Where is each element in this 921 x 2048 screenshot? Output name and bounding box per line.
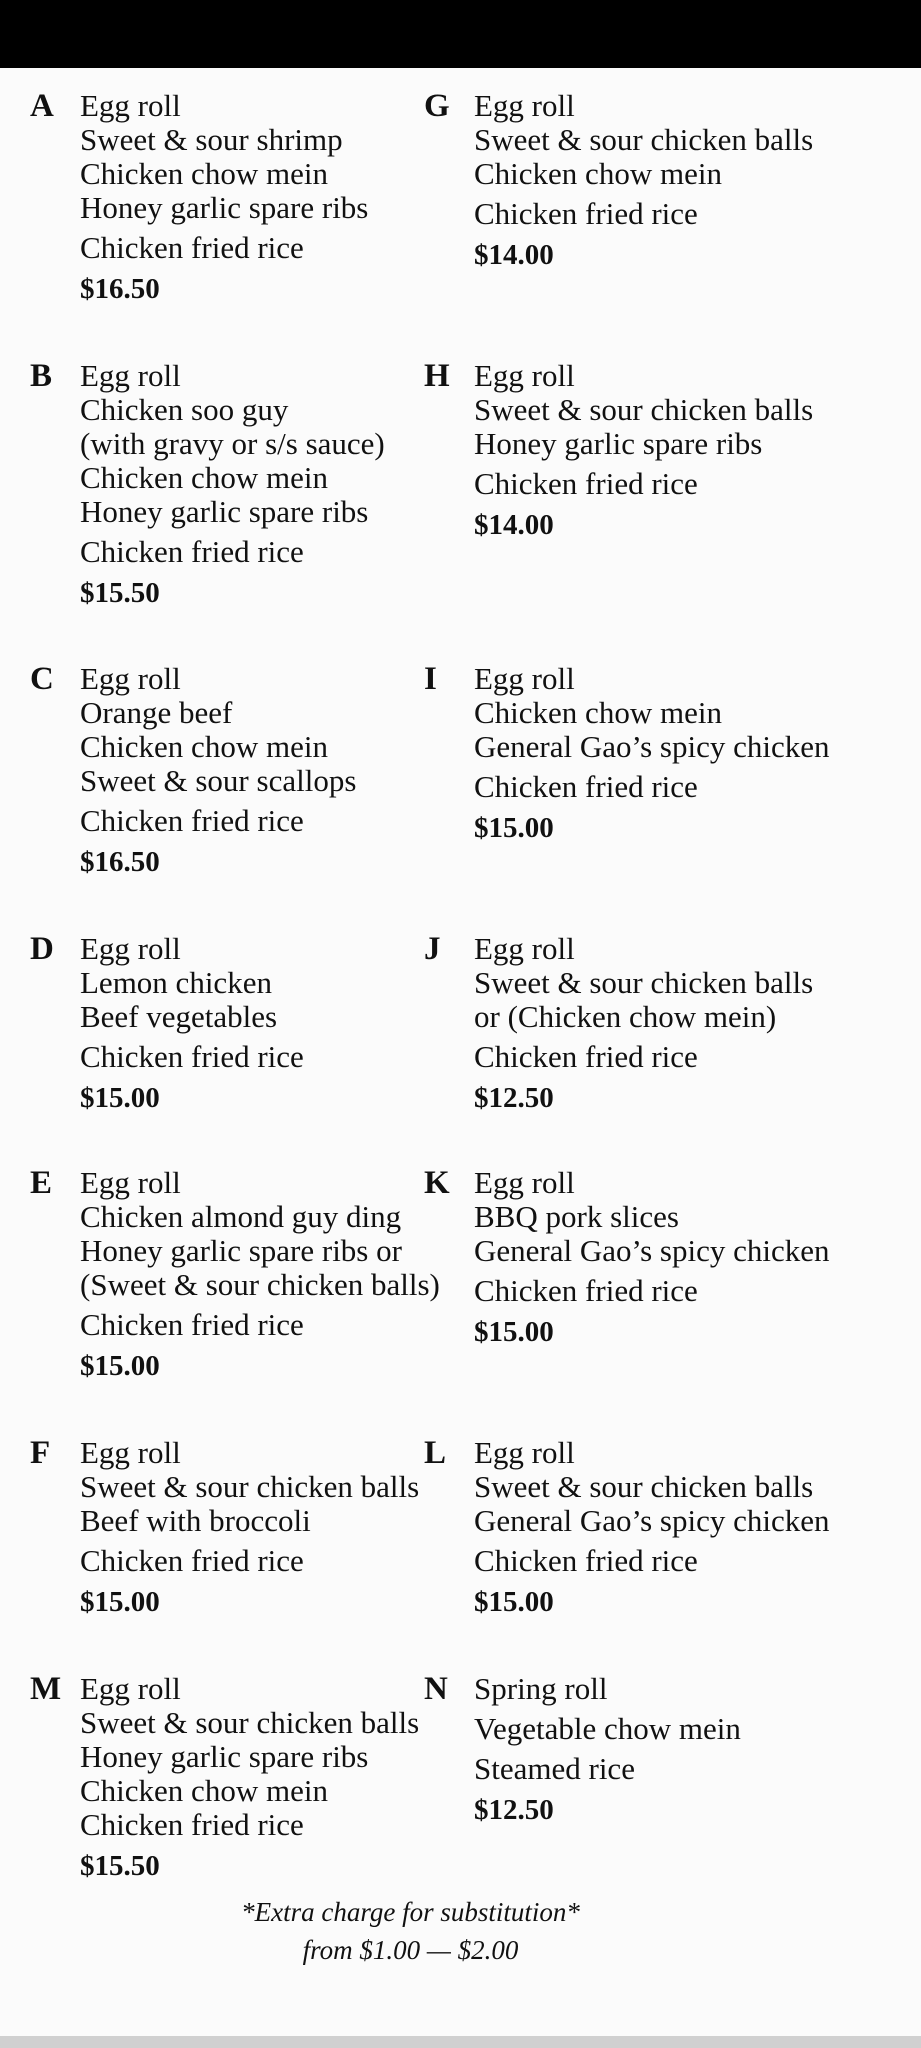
- combo-item: Chicken fried rice: [80, 230, 304, 265]
- combo-price: $16.50: [80, 846, 160, 878]
- combo-item: Chicken fried rice: [80, 1307, 304, 1342]
- combo-items: [474, 359, 813, 542]
- combo-item: Beef vegetables: [80, 999, 278, 1034]
- combo-item: Chicken chow mein: [80, 1773, 328, 1808]
- combo-items: [80, 359, 385, 610]
- substitution-note: [0, 1893, 821, 1969]
- combo-item: Sweet & sour chicken balls: [80, 1469, 420, 1504]
- combo-items: [80, 1166, 440, 1383]
- combo-item: Chicken fried rice: [474, 1543, 698, 1578]
- combo-item: Honey garlic spare ribs or: [80, 1233, 402, 1268]
- combo-item: Honey garlic spare ribs: [80, 1739, 369, 1774]
- combo-item: Vegetable chow mein: [474, 1711, 741, 1746]
- combo-letter: I: [424, 661, 437, 697]
- combo-item: Chicken chow mein: [80, 729, 328, 764]
- combo-item: Egg roll: [474, 1435, 575, 1470]
- combo-items: [474, 1166, 830, 1349]
- combo-item: Lemon chicken: [80, 965, 272, 1000]
- combo-items: [80, 662, 356, 879]
- combo-item: Chicken fried rice: [80, 1039, 304, 1074]
- combo-price: $15.50: [80, 1850, 160, 1882]
- combo-item: Egg roll: [474, 358, 575, 393]
- combo-item: Beef with broccoli: [80, 1503, 311, 1538]
- combo-item: Egg roll: [474, 931, 575, 966]
- combo-letter: N: [424, 1671, 448, 1707]
- combo-item: Orange beef: [80, 695, 233, 730]
- combo-price: $15.00: [474, 1586, 554, 1618]
- combo-item: Sweet & sour chicken balls: [474, 392, 814, 427]
- combo-item: Sweet & sour scallops: [80, 763, 357, 798]
- combo-item: (with gravy or s/s sauce): [80, 426, 385, 461]
- top-bar: [0, 0, 921, 68]
- combo-item: or (Chicken chow mein): [474, 999, 777, 1034]
- combo-items: [474, 1672, 741, 1827]
- combo-item: Egg roll: [80, 661, 181, 696]
- combo-price: $12.50: [474, 1082, 554, 1114]
- combo-item: Honey garlic spare ribs: [80, 494, 369, 529]
- combo-price: $15.50: [80, 577, 160, 609]
- combo-item: Chicken fried rice: [80, 1807, 304, 1842]
- combo-items: [474, 89, 813, 272]
- combo-letter: K: [424, 1165, 450, 1201]
- combo-item: Egg roll: [80, 88, 181, 123]
- combo-item: Sweet & sour chicken balls: [80, 1705, 420, 1740]
- combo-price: $15.00: [474, 812, 554, 844]
- combo-items: [80, 1672, 419, 1883]
- combo-item: Chicken fried rice: [474, 196, 698, 231]
- combo-items: [80, 89, 368, 306]
- combo-item: Chicken fried rice: [474, 769, 698, 804]
- substitution-note-line1: *Extra charge for substitution*: [241, 1897, 580, 1927]
- combo-item: Chicken soo guy: [80, 392, 289, 427]
- combo-item: Sweet & sour chicken balls: [474, 965, 814, 1000]
- bottom-bar: [0, 2036, 921, 2048]
- combo-price: $14.00: [474, 509, 554, 541]
- combo-items: [80, 1436, 419, 1619]
- combo-item: Chicken fried rice: [80, 1543, 304, 1578]
- combo-item: Chicken fried rice: [80, 803, 304, 838]
- combo-letter: D: [30, 931, 54, 967]
- combo-letter: H: [424, 358, 450, 394]
- combo-letter: B: [30, 358, 53, 394]
- combo-item: Sweet & sour chicken balls: [474, 1469, 814, 1504]
- combo-item: Egg roll: [80, 1671, 181, 1706]
- combo-price: $15.00: [80, 1586, 160, 1618]
- combo-item: General Gao’s spicy chicken: [474, 1503, 830, 1538]
- combo-item: Egg roll: [474, 88, 575, 123]
- combo-letter: E: [30, 1165, 53, 1201]
- combo-letter: C: [30, 661, 54, 697]
- combo-item: General Gao’s spicy chicken: [474, 729, 830, 764]
- combo-item: Chicken chow mein: [474, 695, 722, 730]
- combo-item: Chicken chow mein: [80, 460, 328, 495]
- combo-item: Chicken fried rice: [80, 534, 304, 569]
- combo-price: $14.00: [474, 239, 554, 271]
- combo-price: $15.00: [474, 1316, 554, 1348]
- combo-item: Honey garlic spare ribs: [80, 190, 369, 225]
- combo-item: Chicken chow mein: [80, 156, 328, 191]
- combo-item: Honey garlic spare ribs: [474, 426, 763, 461]
- combo-item: Chicken fried rice: [474, 466, 698, 501]
- combo-price: $15.00: [80, 1082, 160, 1114]
- combo-item: BBQ pork slices: [474, 1199, 679, 1234]
- combo-item: Egg roll: [80, 931, 181, 966]
- combo-item: Chicken almond guy ding: [80, 1199, 402, 1234]
- combo-item: Steamed rice: [474, 1751, 635, 1786]
- combo-price: $12.50: [474, 1794, 554, 1826]
- combo-item: Egg roll: [474, 1165, 575, 1200]
- combo-price: $15.00: [80, 1350, 160, 1382]
- combo-letter: A: [30, 88, 54, 124]
- combo-price: $16.50: [80, 273, 160, 305]
- combo-item: Chicken fried rice: [474, 1039, 698, 1074]
- combo-item: Sweet & sour shrimp: [80, 122, 343, 157]
- combo-letter: F: [30, 1435, 51, 1471]
- combo-item: Sweet & sour chicken balls: [474, 122, 814, 157]
- combo-item: Egg roll: [80, 358, 181, 393]
- combo-item: General Gao’s spicy chicken: [474, 1233, 830, 1268]
- combo-letter: J: [424, 931, 441, 967]
- combo-letter: G: [424, 88, 450, 124]
- combo-items: [474, 662, 830, 845]
- substitution-note-line2: from $1.00 — $2.00: [302, 1935, 519, 1965]
- combo-item: Egg roll: [80, 1435, 181, 1470]
- combo-item: Chicken chow mein: [474, 156, 722, 191]
- combo-items: [474, 1436, 830, 1619]
- combo-item: Chicken fried rice: [474, 1273, 698, 1308]
- combo-items: [474, 932, 813, 1115]
- combo-items: [80, 932, 304, 1115]
- combo-item: Egg roll: [80, 1165, 181, 1200]
- combo-item: (Sweet & sour chicken balls): [80, 1267, 440, 1302]
- combo-item: Spring roll: [474, 1671, 608, 1706]
- combo-letter: M: [30, 1671, 62, 1707]
- combo-item: Egg roll: [474, 661, 575, 696]
- combo-letter: L: [424, 1435, 447, 1471]
